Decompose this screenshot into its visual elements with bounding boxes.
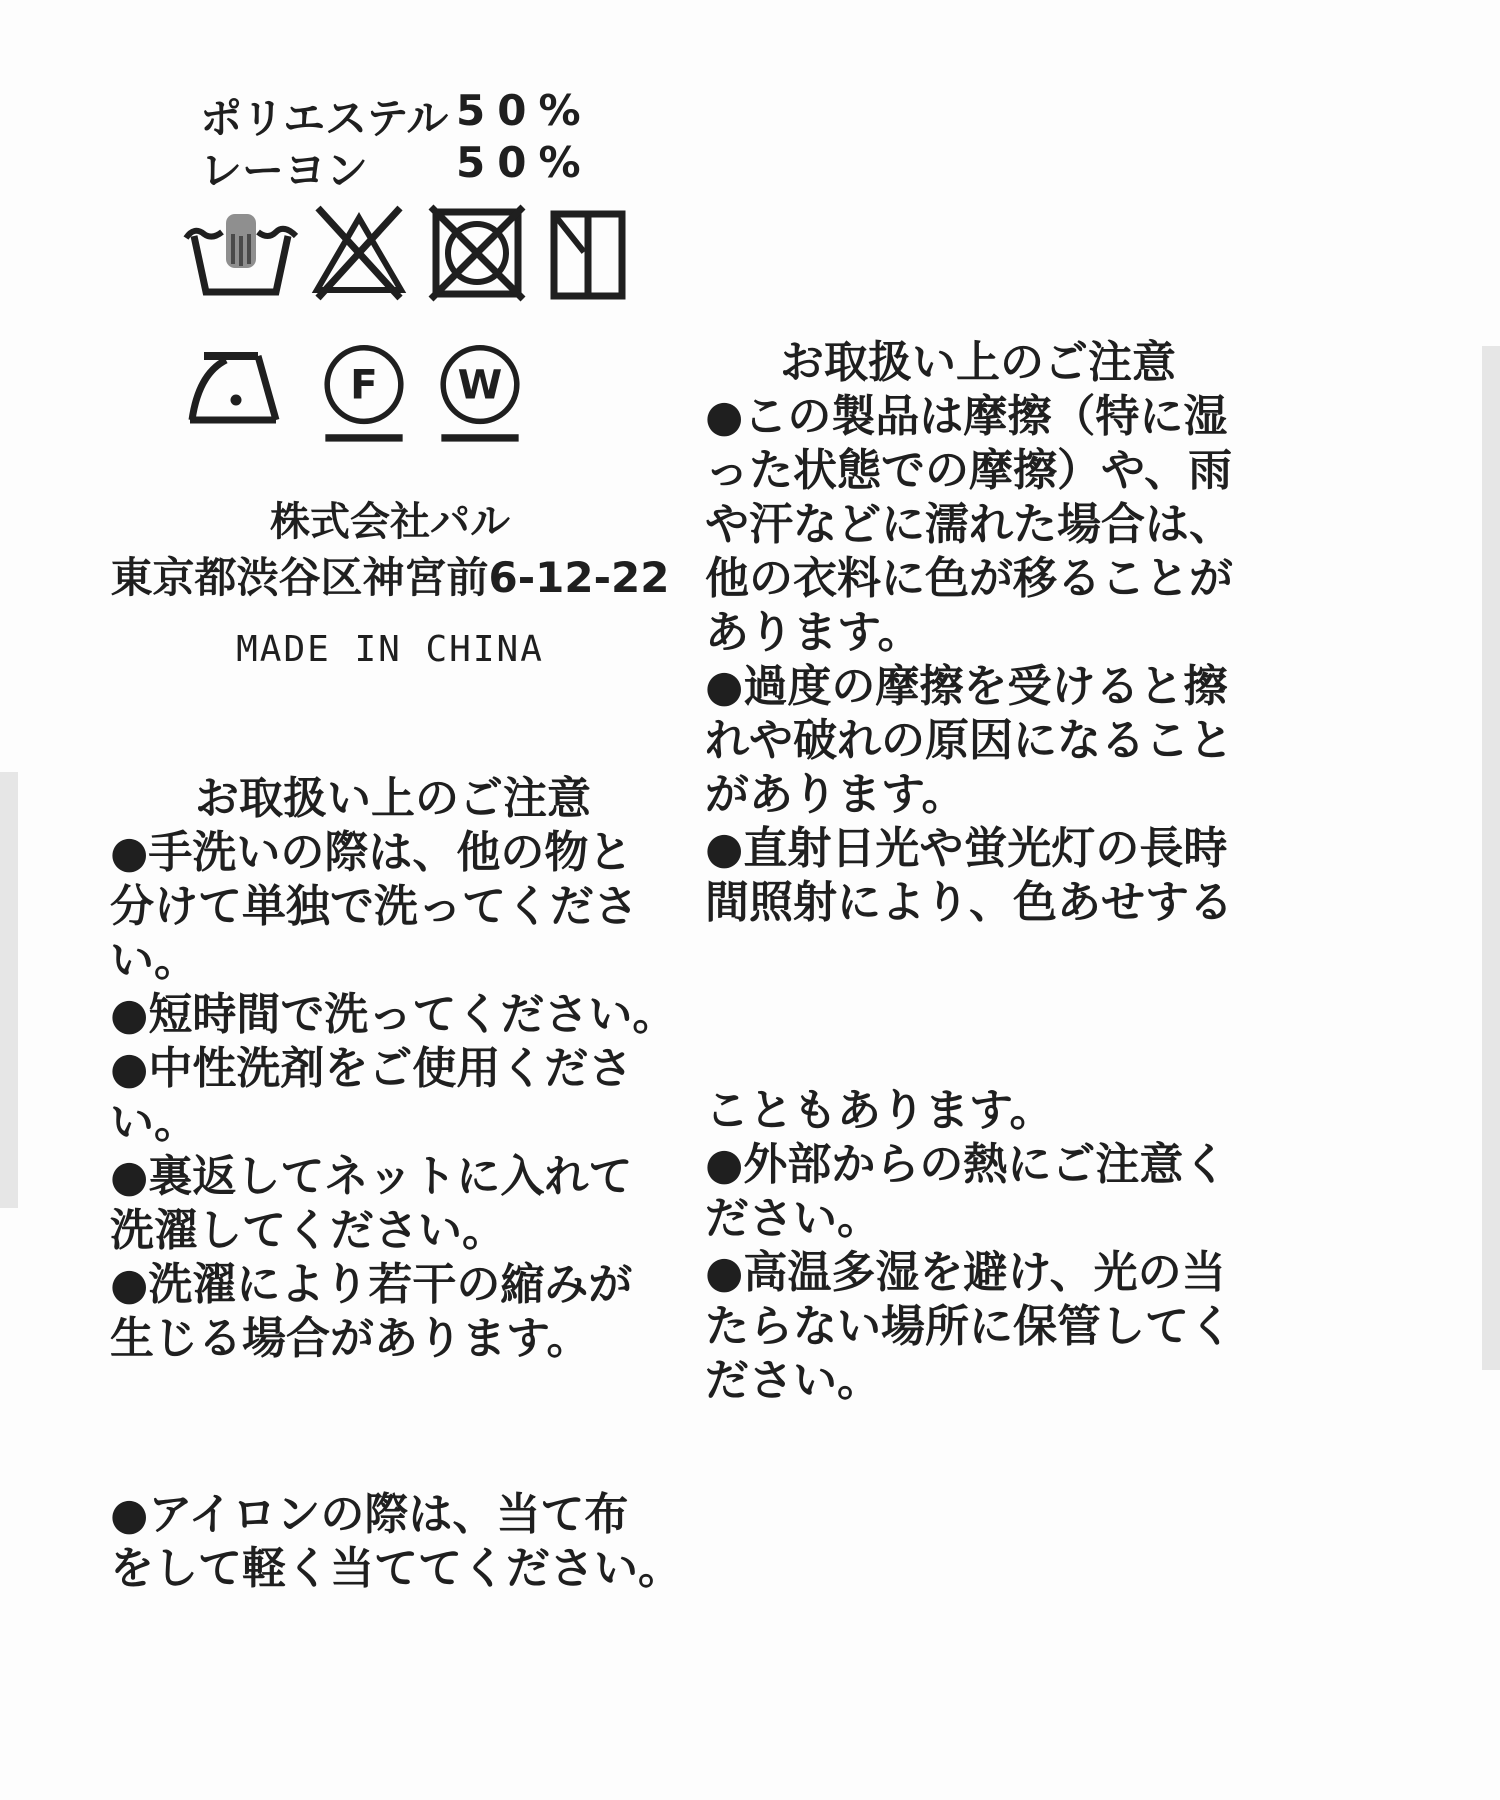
material-percent: 50% (456, 138, 593, 187)
dry-clean-petroleum-icon (318, 336, 410, 446)
company-name: 株式会社パル (270, 499, 510, 545)
care-line: ●直射日光や蛍光灯の長時 (705, 823, 1228, 874)
care-line: があります。 (705, 769, 966, 820)
care-line: ださい。 (705, 1193, 881, 1244)
care-line: 他の衣料に色が移ることが (705, 553, 1233, 604)
wet-clean-icon (434, 336, 526, 446)
care-line: ●アイロンの際は、当て布 (110, 1489, 629, 1540)
care-line: をして軽く当ててください。 (110, 1543, 682, 1594)
do-not-tumble-dry-icon (428, 204, 526, 302)
wet-clean-letter: W (457, 360, 503, 409)
care-instructions-left (110, 772, 690, 1596)
care-line: ●手洗いの際は、他の物と (110, 827, 633, 878)
care-heading: お取扱い上のご注意 (780, 337, 1176, 388)
do-not-bleach-icon (306, 202, 412, 302)
dry-in-shade-icon (548, 206, 628, 302)
care-line: ●洗濯により若干の縮みが (110, 1259, 633, 1310)
composition-row (200, 86, 593, 143)
care-line: 間照射により、色あせする (705, 877, 1233, 928)
manufacturer-info (110, 494, 670, 672)
care-line: たらない場所に保管してく (705, 1301, 1233, 1352)
care-line: こともあります。 (705, 1085, 1054, 1136)
care-line: ●外部からの熱にご注意く (705, 1139, 1228, 1190)
composition-row (200, 138, 593, 195)
material-percent: 50% (456, 86, 593, 135)
care-line: った状態での摩擦）や、雨 (705, 445, 1233, 496)
care-line: ●中性洗剤をご使用くださ (110, 1043, 633, 1094)
care-line: あります。 (705, 607, 922, 658)
care-line: ●過度の摩擦を受けると擦 (705, 661, 1228, 712)
care-line: ●裏返してネットに入れて (110, 1151, 633, 1202)
care-line: ●短時間で洗ってください。 (110, 989, 677, 1040)
country-of-origin: MADE IN CHINA (236, 629, 544, 670)
hand-wash-icon (182, 202, 300, 302)
care-heading: お取扱い上のご注意 (195, 773, 591, 824)
care-instructions-right (705, 336, 1325, 1408)
care-line: ●高温多湿を避け、光の当 (705, 1247, 1226, 1298)
care-line: ださい。 (705, 1355, 881, 1406)
care-line: ●この製品は摩擦（特に湿 (705, 391, 1228, 442)
care-line: い。 (110, 1097, 198, 1148)
material-name: ポリエステル (200, 94, 449, 143)
care-line: い。 (110, 935, 198, 986)
company-address: 東京都渋谷区神宮前6-12-22 (110, 553, 670, 602)
care-line: や汗などに濡れた場合は、 (705, 499, 1233, 550)
photo-edge-right (1482, 346, 1500, 1370)
dry-clean-letter: F (350, 360, 378, 409)
care-line: 生じる場合があります。 (110, 1313, 591, 1364)
care-line: 洗濯してください。 (110, 1205, 506, 1256)
material-name: レーヨン (200, 146, 369, 195)
care-line: 分けて単独で洗ってくださ (110, 881, 638, 932)
iron-note (110, 1488, 690, 1596)
care-bottom-block (705, 1084, 1325, 1408)
iron-low-heat-icon (180, 338, 310, 442)
photo-edge-left (0, 772, 18, 1208)
fabric-composition (200, 86, 593, 195)
care-line: れや破れの原因になること (705, 715, 1233, 766)
